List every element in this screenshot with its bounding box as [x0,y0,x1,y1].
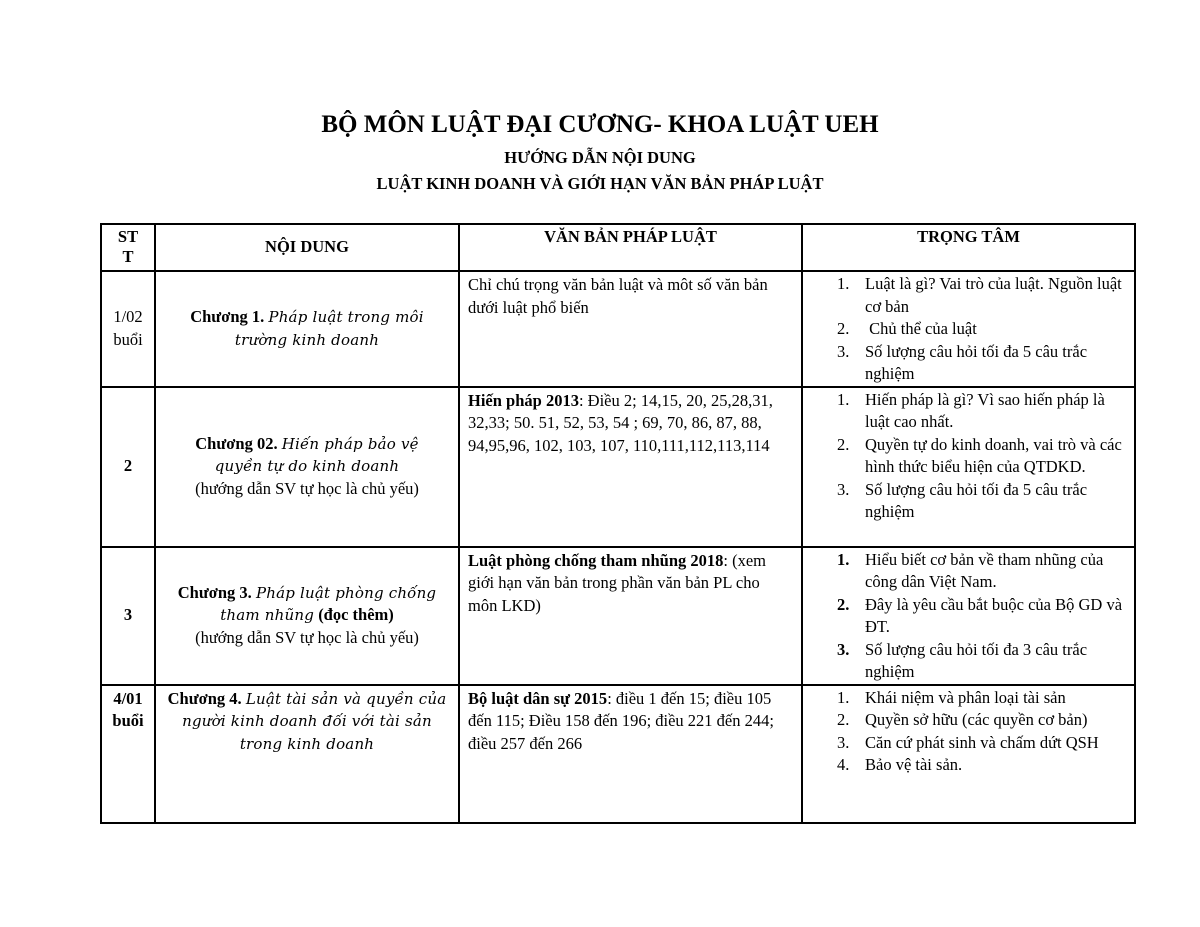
document-title: BỘ MÔN LUẬT ĐẠI CƯƠNG- KHOA LUẬT UEH [321,111,879,138]
chapter-label: Chương 02. [195,433,278,453]
stt-value: 4/01 [113,688,143,708]
focus-item: 3. Số lượng câu hỏi tối đa 5 câu trắc nghiệm [837,479,1088,521]
row-content [155,387,459,547]
chapter-extra: (đọc thêm) [318,605,394,625]
chapter-title: Pháp luật trong môi trường kinh doanh [234,308,424,349]
focus-item: 2. Quyền sở hữu (các quyền cơ bản) [837,710,1088,729]
row-focus [802,387,1135,547]
focus-item: 1. Hiểu biết cơ bản về tham nhũng của công dân Việt Nam. [837,549,1104,591]
row-content [155,547,459,685]
legal-docs-name: Luật phòng chống tham nhũng 2018 [468,550,724,570]
header-content: NỘI DUNG [155,224,459,271]
stt-value: 1/02 [113,307,143,327]
legal-docs-name: Bộ luật dân sự 2015 [468,688,608,708]
row-focus [802,685,1135,823]
chapter-label: Chương 3. [177,582,252,602]
stt-unit: buổi [112,710,144,730]
legal-docs-text: : Điều 2; 14,15, 20, 25,28,31, 32,33; 50. 51, 52, 53, 54 ; 69, 70, 86, 87, 88, 94,95,96, 102, 103, 107, 110,111,112,113,114 [468,390,773,455]
row-legal-docs [459,547,802,685]
focus-item: 2. Chủ thể của luật [837,319,977,338]
row-stt [101,547,155,685]
row-content [155,685,459,823]
focus-item: 1. Khái niệm và phân loại tài sản [837,687,1066,707]
focus-list [803,549,1126,684]
legal-docs-name: Hiến pháp 2013 [468,390,579,410]
stt-value: 2 [123,456,133,476]
focus-list [803,273,1126,386]
chapter-title: Pháp luật phòng chống tham nhũng [220,583,437,625]
table-row [101,685,1135,823]
focus-item: 2. Quyền tự do kinh doanh, vai trò và các hình thức biểu hiện của QTDKD. [837,434,1122,476]
focus-item: 3. Căn cứ phát sinh và chấm dứt QSH [837,732,1099,752]
syllabus-table [100,223,1136,824]
header-stt [101,224,155,271]
focus-item: 4. Bảo vệ tài sản. [837,755,963,774]
table-row [101,387,1135,547]
stt-value: 3 [123,605,133,625]
chapter-note: (hướng dẫn SV tự học là chủ yếu) [195,478,419,498]
row-stt [101,271,155,387]
focus-list [803,687,1126,777]
focus-item: 3. Số lượng câu hỏi tối đa 3 câu trắc nghiệm [837,639,1088,681]
table-header-row [101,224,1135,271]
focus-item: 2. Đây là yêu cầu bắt buộc của Bộ GD và ĐT. [837,594,1123,636]
chapter-label: Chương 4. [167,688,242,708]
chapter-title: Luật tài sản và quyền của người kinh doanh đối với tài sản trong kinh doanh [182,689,447,753]
row-focus [802,547,1135,685]
header-legal-docs: VĂN BẢN PHÁP LUẬT [459,224,802,271]
legal-docs-text: Chỉ chú trọng văn bản luật và môt số văn bản dưới luật phổ biến [468,275,768,317]
focus-item: 1. Luật là gì? Vai trò của luật. Nguồn luật cơ bản [837,274,1122,316]
legal-docs-text: : (xem giới hạn văn bản trong phần văn bản PL cho môn LKD) [468,550,767,615]
focus-list [803,389,1126,524]
table-row [101,547,1135,685]
header-stt-line1: ST [117,227,139,246]
row-legal-docs [459,271,802,387]
row-stt [101,387,155,547]
row-legal-docs [459,685,802,823]
chapter-label: Chương 1. [190,307,265,327]
legal-docs-text: : điều 1 đến 15; điều 105 đến 115; Điều 158 đến 196; điều 221 đến 244; điều 257 đến 266 [468,688,774,753]
row-content [155,271,459,387]
chapter-title: Hiến pháp bảo vệ quyền tự do kinh doanh [214,434,419,476]
row-legal-docs [459,387,802,547]
row-focus [802,271,1135,387]
focus-item: 3. Số lượng câu hỏi tối đa 5 câu trắc nghiệm [837,341,1088,383]
header-stt-line2: T [122,247,134,266]
table-row [101,271,1135,387]
header-focus: TRỌNG TÂM [802,224,1135,271]
document-subtitle-1: HƯỚNG DẪN NỘI DUNG [504,148,696,167]
chapter-note: (hướng dẫn SV tự học là chủ yếu) [195,627,419,647]
stt-unit: buổi [113,329,143,349]
focus-item: 1. Hiến pháp là gì? Vì sao hiến pháp là luật cao nhất. [837,389,1105,431]
row-stt [101,685,155,823]
document-subtitle-2: LUẬT KINH DOANH VÀ GIỚI HẠN VĂN BẢN PHÁP LUẬT [376,174,824,193]
